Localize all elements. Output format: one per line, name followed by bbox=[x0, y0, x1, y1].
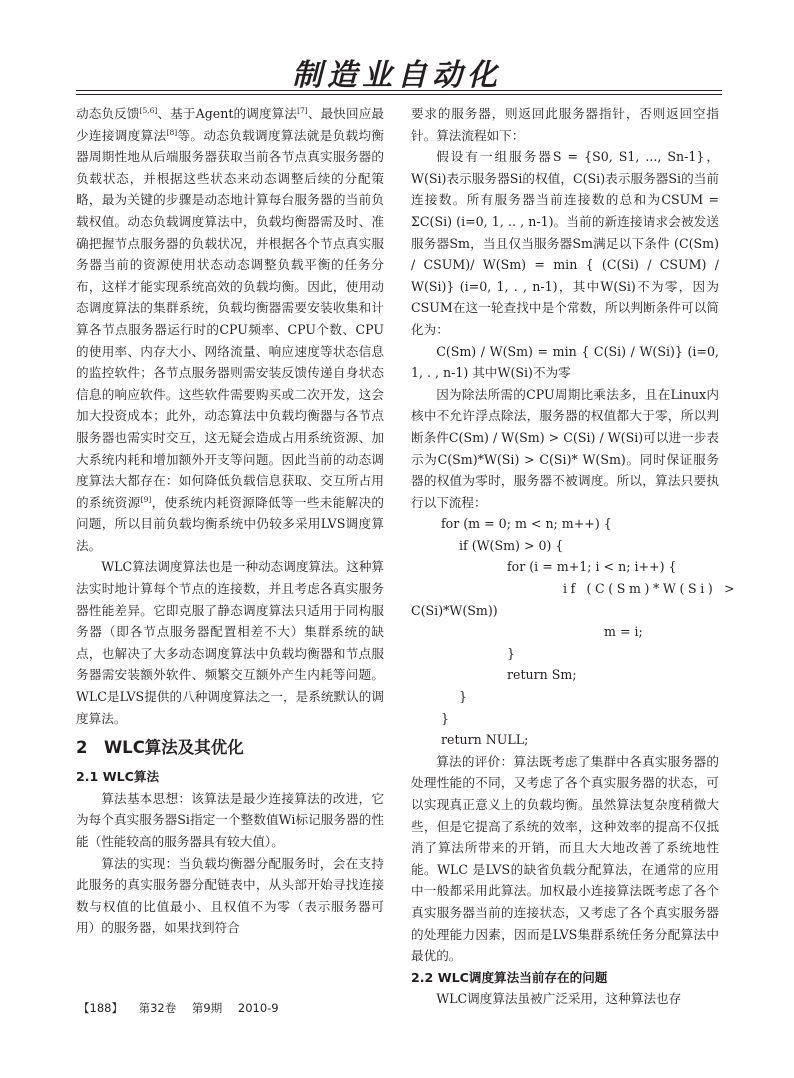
citation: [7] bbox=[297, 106, 308, 115]
page-number: 【188】 bbox=[78, 1001, 123, 1015]
code-line: m = i; bbox=[604, 624, 643, 640]
left-column bbox=[76, 103, 384, 939]
paragraph-server-set: 假设有一组服务器S = {S0, S1, ..., Sn-1}，W(Si)表示服务器Si的权值，C(Si)表示服务器Si的当前连接数。所有服务器当前连接数的总和为CSUM = ΣC(Si) (i=0, 1, .. , n-1)。当前的新连接请求会被发送服务器Sm，当且仅当服务器Sm满足以下条件 (C(Sm) / CSUM)/ W(Sm) = min { (C(Si) / CSUM) / W(Si)} (i=0, 1, . , n-1)，其中W(Si)不为零，因为CSUM在这一轮查找中是个常数，所以判断条件可以简化为： bbox=[411, 149, 719, 337]
formula: C(Sm) / W(Sm) = min { C(Si) / W(Si)} (i=0, 1, . , n-1) 其中W(Si)不为零 bbox=[411, 343, 719, 381]
subsection-heading: 2.2 WLC调度算法当前存在的问题 bbox=[411, 969, 608, 985]
code-line: for (m = 0; m < n; m++) { bbox=[441, 516, 612, 532]
code-line: } bbox=[507, 645, 516, 661]
code-line: for (i = m+1; i < n; i++) { bbox=[507, 559, 677, 575]
paragraph-continuation: 要求的服务器，则返回此服务器指针，否则返回空指针。算法流程如下： bbox=[411, 106, 719, 143]
code-line: if (W(Sm) > 0) { bbox=[459, 537, 564, 553]
paragraph-basic-idea: 算法基本思想：该算法是最少连接算法的改进，它为每个真实服务器Si指定一个整数值Wi标记服务器的性能（性能较高的服务器具有较大值）。 bbox=[76, 790, 384, 849]
volume: 第32卷 bbox=[138, 1001, 177, 1015]
code-block bbox=[411, 513, 739, 751]
header-rule-thick bbox=[76, 90, 722, 91]
text-segment: 、基于Agent的调度算法 bbox=[157, 106, 298, 121]
paragraph-evaluation: 算法的评价：算法既考虑了集群中各真实服务器的处理性能的不同，又考虑了各个真实服务器的状态，可以实现真正意义上的负载均衡。虽然算法复杂度稍微大些，但是它提高了系统的效率，这种效率的提高不仅抵消了算法所带来的开销，而且大大地改善了系统地性能。WLC 是LVS的缺省负载分配算法，在通常的应用中一般都采用此算法。加权最小连接算法既考虑了各个真实服务器当前的连接状态，又考虑了各个真实服务器的处理能力因素，因而是LVS集群系统任务分配算法中最优的。 bbox=[411, 753, 719, 964]
issue: 第9期 bbox=[191, 1001, 223, 1015]
citation: [8] bbox=[166, 127, 178, 137]
paragraph-implementation: 算法的实现：当负载均衡器分配服务时，会在支持此服务的真实服务器分配链表中，从头部开始寻找连接数与权值的比值最小、且权值不为零（表示服务器可用）的服务器，如果找到符合 bbox=[76, 855, 384, 936]
text-segment: ，使系统内耗资源降低等一些未能解决的问题，所以目前负载均衡系统中仍较多采用LVS调度算法。 bbox=[76, 494, 385, 553]
text-segment: 动态负反馈 bbox=[76, 106, 140, 121]
code-line: } bbox=[441, 710, 450, 726]
paragraph-division: 因为除法所需的CPU周期比乘法多，且在Linux内核中不允许浮点除法，服务器的权值都大于零，所以判断条件C(Sm) / W(Sm) > C(Si) / W(Si)可以进一步表示为C(Sm)*W(Si) > C(Si)* W(Sm)。同时保证服务器的权值为零时，服务器不被调度。所以，算法只要执行以下流程： bbox=[411, 386, 719, 510]
header-rule-thin bbox=[76, 94, 722, 95]
text-segment: 等。动态负载调度算法就是负载均衡器周期性地从后端服务器获取当前各节点真实服务器的负载状态，并根据这些状态来动态调整后续的分配策略，最为关键的步骤是动态地计算每台服务器的当前负载权值。动态负载调度算法中，负载均衡器需及时、准确把握节点服务器的负载状况，并根据各个节点真实服务器当前的资源使用状态动态调整负载平衡的任务分布，这样才能实现系统高效的负载均衡。因此，使用动态调度算法的集群系统，负载均衡器需要安装收集和计算各节点服务器运行时的CPU频率、CPU个数、CPU的使用率、内存大小、网络流量、响应速度等状态信息的监控软件；各节点服务器则需安装反馈传递自身状态信息的响应软件。这些软件需要购买或二次开发，这会加大投资成本；此外，动态算法中负载均衡器与各节点服务器也需实时交互，这无疑会造成占用系统资源、加大系统内耗和增加额外开支等问题。因此当前的动态调度算法大都存在：如何降低负载信息获取、交互所占用的系统资源 bbox=[76, 127, 385, 510]
code-line: return NULL; bbox=[441, 732, 529, 748]
subsection-heading: 2.1 WLC算法 bbox=[76, 769, 160, 785]
page-footer bbox=[78, 1000, 291, 1016]
code-line: if (C(Sm)*W(Si) > bbox=[563, 581, 739, 597]
code-line: } bbox=[459, 689, 468, 705]
text-segment: 、最快回应最少连接调度算法 bbox=[76, 106, 385, 143]
right-column bbox=[411, 103, 739, 1010]
section-heading: 2 WLC算法及其优化 bbox=[76, 738, 244, 758]
citation: [9] bbox=[140, 494, 152, 504]
publication-date: 2010-9 bbox=[237, 1001, 279, 1015]
paragraph-wlc-intro: WLC算法调度算法也是一种动态调度算法。这种算法实时地计算每个节点的连接数，并且考虑各真实服务器性能差异。它即克服了静态调度算法只适用于同构服务器（即各节点服务器配置相差不大）集群系统的缺点，也解决了大多动态调度算法中负载均衡器和节点服务器需安装额外软件、频繁交互额外产生内耗等问题。WLC是LVS提供的八种调度算法之一，是系统默认的调度算法。 bbox=[76, 559, 385, 726]
code-line: C(Si)*W(Sm)) bbox=[411, 602, 498, 618]
paragraph-dynamic-algorithms bbox=[76, 103, 384, 556]
citation: [5,6] bbox=[139, 106, 158, 115]
code-line: return Sm; bbox=[507, 667, 577, 683]
journal-masthead: 制造业自动化 bbox=[292, 58, 502, 93]
paragraph-problems: WLC调度算法虽被广泛采用，这种算法也存 bbox=[436, 991, 682, 1007]
